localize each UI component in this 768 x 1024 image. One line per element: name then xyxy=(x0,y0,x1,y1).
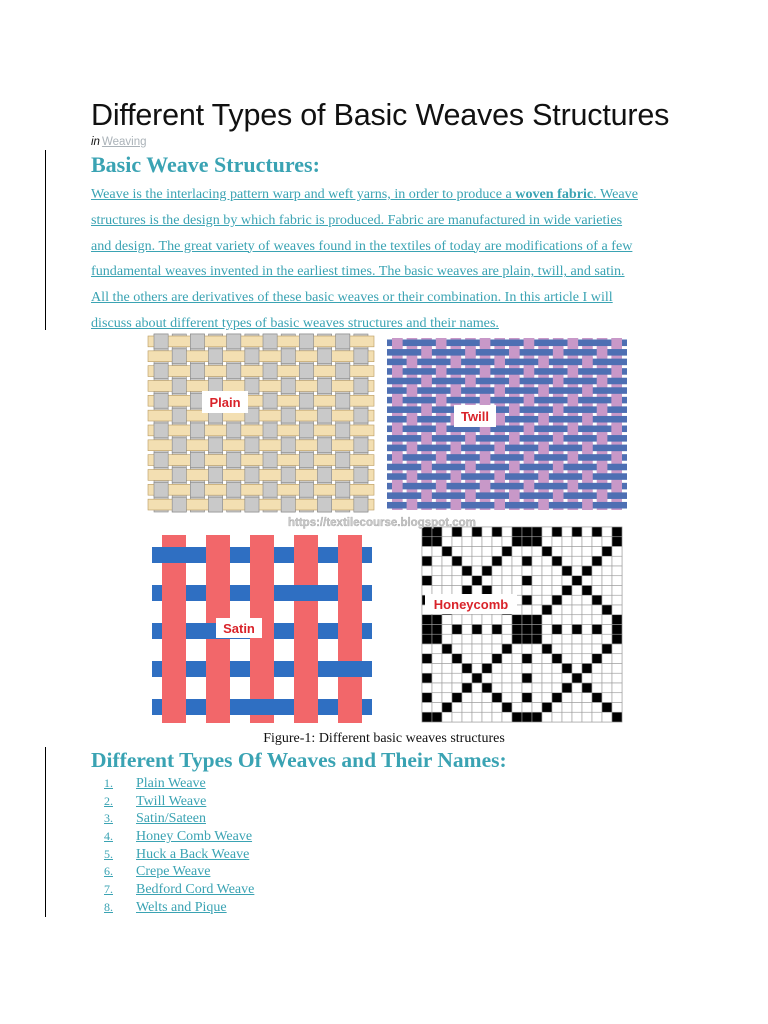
list-item[interactable]: 1. Plain Weave xyxy=(104,776,206,791)
twill-weave-image xyxy=(387,338,627,510)
list-item[interactable]: 2. Twill Weave xyxy=(104,793,207,809)
section-bar xyxy=(45,150,46,330)
woven-fabric-link[interactable]: woven fabric xyxy=(515,186,594,202)
figure-caption: Figure-1: Different basic weaves structures xyxy=(263,731,505,746)
paragraph-line: fundamental weaves invented in the earliest times. The basic weaves are plain, twill, and satin. xyxy=(91,263,625,280)
paragraph-line: discuss about different types of basic weaves structures and their names. xyxy=(91,314,499,331)
byline xyxy=(91,136,147,148)
list-item[interactable]: 6. Crepe Weave xyxy=(104,864,211,880)
svg-text:Satin: Satin xyxy=(223,621,255,636)
list-item[interactable]: 3. Satin/Sateen xyxy=(104,811,206,827)
section-bar xyxy=(45,747,46,917)
plain-label xyxy=(202,391,248,413)
list-item[interactable]: 7. Bedford Cord Weave xyxy=(104,882,255,898)
honeycomb-weave-image xyxy=(422,527,622,722)
section-heading: Different Types Of Weaves and Their Names: xyxy=(91,748,507,772)
paragraph-line: All the others are derivatives of these basic weaves or their combination. In this article I will xyxy=(91,289,613,306)
section-heading: Basic Weave Structures: xyxy=(91,152,320,177)
weaves-figure xyxy=(146,330,630,728)
plain-weave-image xyxy=(148,334,374,512)
paragraph-line: structures is the design by which fabric is produced. Fabric are manufactured in wide varieties xyxy=(91,211,623,228)
honeycomb-label xyxy=(425,594,517,614)
twill-label xyxy=(454,405,496,427)
list-item[interactable]: 4. Honey Comb Weave xyxy=(104,829,253,845)
svg-text:Twill: Twill xyxy=(461,409,489,424)
list-item[interactable]: 5. Huck a Back Weave xyxy=(104,846,250,862)
watermark: https://textilecourse.blogspot.com xyxy=(288,517,476,529)
satin-label xyxy=(216,618,262,638)
list-item[interactable]: 8. Welts and Pique xyxy=(104,899,227,915)
svg-text:Plain: Plain xyxy=(209,395,241,410)
paragraph-line: and design. The great variety of weaves found in the textiles of today are modifications of a few xyxy=(91,237,633,254)
paragraph-line: Weave is the interlacing pattern warp and weft yarns, in order to produce a woven fabric. Weave xyxy=(91,186,638,202)
category-link[interactable]: Weaving xyxy=(101,136,147,148)
byline-prefix: in xyxy=(91,136,100,148)
intro-paragraph[interactable] xyxy=(91,182,691,337)
weave-types-list xyxy=(104,775,254,917)
svg-text:Honeycomb: Honeycomb xyxy=(433,597,509,612)
page-title: Different Types of Basic Weaves Structures xyxy=(91,98,670,132)
